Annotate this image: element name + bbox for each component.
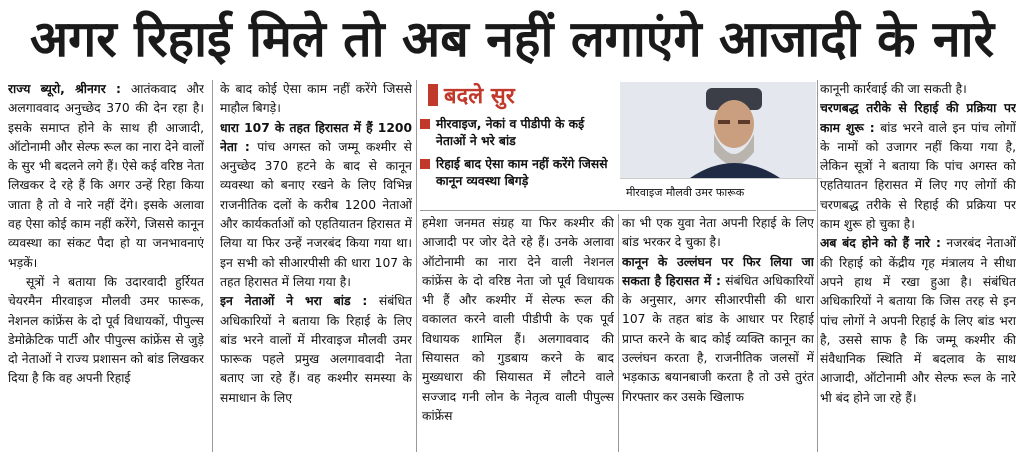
paragraph-text: पांच अगस्त को जम्मू कश्मीर से अनुच्छेद 370 हटने के बाद से कानून व्यवस्था को बनाए रखने के लिए विभिन्न राजनीतिक दलों के करीब 1200 नेताओं और कार्यकर्ताओं को एहतियातन हिरासत में लिया या फिर उन्हें नजरबंद किया गया था। इन सभी को सीआरपीसी की धारा 107 के तहत हिरासत में लिया गया है। <box>220 139 412 289</box>
article-column-3 <box>422 214 614 456</box>
bullet-text: मीरवाइज, नेकां व पीडीपी के कई नेताओं ने भरे बांड <box>436 117 585 148</box>
photo-caption: मीरवाइज मौलवी उमर फारूक <box>620 178 822 207</box>
portrait-icon <box>620 82 816 178</box>
paragraph: कानूनी कार्रवाई की जा सकती है। <box>820 82 967 96</box>
column-divider <box>817 80 818 452</box>
bullet-text: रिहाई बाद ऐसा काम नहीं करेंगे जिससे कानून व्यवस्था बिगड़े <box>436 157 608 188</box>
paragraph-text: संबंधित अधिकारियों के अनुसार, अगर सीआरपीसी की धारा 107 के तहत बांड के आधार पर रिहाई प्राप्त करने के बाद कोई व्यक्ति कानून का उल्लंघन करता है, राजनीतिक जलसों में भड़काऊ बयानबाजी करता है तो उसे तुरंत गिरफ्तार कर उसके खिलाफ <box>622 273 814 404</box>
paragraph: का भी एक युवा नेता अपनी रिहाई के लिए बांड भरकर दे चुका है। <box>622 216 814 250</box>
subheading: इन नेताओं ने भरा बांड : <box>220 294 368 309</box>
paragraph <box>8 80 204 273</box>
paragraph <box>622 253 814 407</box>
box-title-text: बदले सुर <box>444 83 515 109</box>
headline: अगर रिहाई मिले तो अब नहीं लगाएंगे आजादी के नारे <box>29 9 995 68</box>
paragraph-text: नजरबंद नेताओं की रिहाई को केंद्रीय गृह मंत्रालय ने सीधा अपने हाथ में रखा हुआ है। संबंधित अधिकारियों ने बताया कि जिस तरह से इन पांच लोगों ने अपनी रिहाई के लिए बांड भरा है, उससे साफ है कि जम्मू कश्मीर की संवैधानिक स्थिति में बदलाव के साथ आजादी, ऑटोनामी और सेल्फ रूल के नारे भी बंद होने जा रहे हैं। <box>820 236 1016 405</box>
box-title <box>420 82 598 110</box>
dateline: राज्य ब्यूरो, श्रीनगर : <box>8 82 121 96</box>
article-column-5 <box>820 80 1016 452</box>
paragraph-text: संबंधित अधिकारियों ने बताया कि रिहाई के लिए बांड भरने वालों में मीरवाइज मौलवी उमर फारूक पहले प्रमुख अलगाववादी नेता बताए जा रहे हैं। वह कश्मीर समस्या के समाधान के लिए <box>220 294 412 405</box>
paragraph <box>820 234 1016 408</box>
subheading: कानून के उल्लंघन पर फिर लिया जा सकता है हिरासत में : <box>622 254 814 288</box>
paragraph <box>820 99 1016 234</box>
person-photo <box>620 82 816 178</box>
paragraph: के बाद कोई ऐसा काम नहीं करेंगे जिससे माहौल बिगड़े। <box>220 82 412 116</box>
title-bar-icon <box>428 84 438 106</box>
article-column-4 <box>622 214 814 456</box>
article-column-2 <box>220 80 412 452</box>
bullet-list <box>420 116 616 196</box>
list-item <box>420 156 616 190</box>
bullet-square-icon <box>420 119 430 129</box>
subheading: धारा 107 के तहत हिरासत में हैं 1200 नेता : <box>220 120 412 154</box>
article-column-1 <box>8 80 204 452</box>
highlight-box <box>420 82 816 206</box>
column-divider <box>416 80 417 452</box>
paragraph-text: आतंकवाद और अलगाववाद अनुच्छेद 370 की देन रहा है। इसके समाप्त होने के साथ ही आजादी, ऑटोनामी और सेल्फ रूल का नारा देने वालों के सुर भी बदलने लगे हैं। ऐसे कई वरिष्ठ नेता लिखकर दे रहे हैं कि अगर उन्हें रिहा किया जाता है तो वे नारे नहीं देंगे। इसके अलावा वह ऐसा कोई काम नहीं करेंगे, जिससे कानून व्यवस्था का संकट पैदा हो या जनभावनाएं भड़कें। <box>8 82 204 270</box>
column-divider <box>212 80 213 452</box>
paragraph: हमेशा जनमत संग्रह या फिर कश्मीर की आजादी पर जोर देते रहे हैं। उनके अलावा ऑटोनामी का नारा देने वाली नेशनल कांफ्रेंस के दो वरिष्ठ नेता जो पूर्व विधायक भी हैं और कश्मीर में सेल्फ रूल की वकालत करने वाली पीडीपी के एक पूर्व विधायक शामिल हैं। अलगाववाद की सियासत को गुडबाय करने के बाद मुख्यधारा की सियासत में लौटने वाले सज्जाद गनी लोन के नेतृत्व वाली पीपुल्स कांफ्रेंस <box>422 216 614 423</box>
paragraph: सूत्रों ने बताया कि उदारवादी हुर्रियत चेयरमैन मीरवाइज मौलवी उमर फारूक, नेशनल कांफ्रेंस के दो पूर्व विधायकों, पीपुल्स डेमोक्रेटिक पार्टी और पीपुल्स कांफ्रेंस से जुड़े दो नेताओं ने राज्य प्रशासन को बांड लिखकर दिया है कि वह अपनी रिहाई <box>8 274 204 386</box>
list-item <box>420 116 616 150</box>
bullet-square-icon <box>420 159 430 169</box>
subheading: चरणबद्ध तरीके से रिहाई की प्रक्रिया पर काम शुरू : <box>820 101 1016 135</box>
box-divider <box>420 210 816 211</box>
paragraph <box>220 292 412 408</box>
column-divider <box>618 214 619 452</box>
subheading: अब बंद होने को हैं नारे : <box>820 236 941 251</box>
paragraph <box>220 119 412 293</box>
paragraph-text: बांड भरने वाले इन पांच लोगों के नामों को उजागर नहीं किया गया है, लेकिन सूत्रों ने बताया कि पांच अगस्त को एहतियातन हिरासत में लिए गए लोगों की चरणबद्ध तरीके से रिहाई की प्रक्रिया पर काम शुरू हो चुका है। <box>820 120 1016 232</box>
